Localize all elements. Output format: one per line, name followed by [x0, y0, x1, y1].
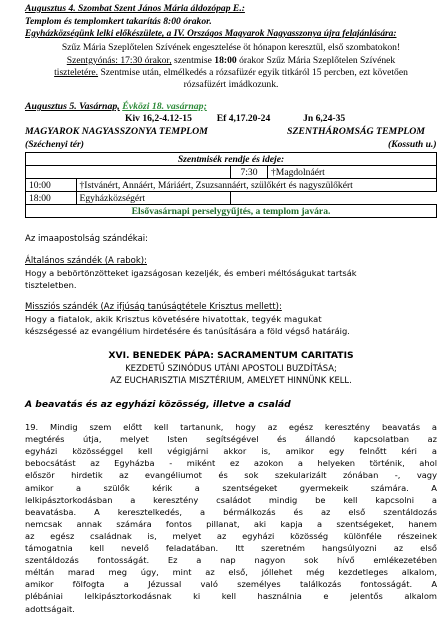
paragraph-line: egyházi közösséggel kell végigjárni akkor is, amikor egy felnőtt kéri a	[25, 446, 437, 457]
confession-text-b: órakor Szűz Mária Szeplőtelen Szívének	[236, 55, 396, 66]
saturday-heading: Augusztus 4. Szombat Szent János Mária áldozópap E.:	[25, 3, 245, 14]
sunday-date: Augusztus 5. Vasárnap,	[25, 101, 120, 112]
document-title: XVI. BENEDEK PÁPA: SACRAMENTUM CARITATIS	[108, 350, 354, 361]
paragraph-line: nemcsak annak számára fontos pillanat, aki kapja a szentségeket, hanem	[25, 518, 437, 529]
paragraph-line: méltán marad meg úgy, mint az első, jóllehet még kezdetleges alkalom,	[25, 567, 437, 578]
intention-cell: †Istvánért, Annáért, Máriáért, Zsuzsannáért, szülőkért és nagyszülőkért	[76, 179, 437, 192]
intention-cell: †Magdolnáért	[268, 166, 437, 179]
paragraph-line: beavatásba. A keresztelkedés, a bérmálkozás és az első szentáldozás	[25, 506, 437, 517]
document-subtitle-2: AZ EUCHARISZTIA MISZTÉRIUM, AMELYET HINNÜNK KELL.	[110, 375, 352, 385]
mission-intention-text-2: készségessé az evangélium hirdetésére és tanúsítására a föld végső határáig.	[25, 326, 350, 336]
church-1-name: MAGYAROK NAGYASSZONYA TEMPLOM	[25, 126, 208, 137]
section-heading: A beavatás és az egyházi közösség, illetve a család	[25, 399, 291, 410]
mission-intention-title: Missziós szándék (Az ifjúság tanúságtétele Krisztus mellett):	[25, 302, 282, 312]
time-cell: 7:30	[231, 166, 268, 179]
general-intention-text-2: tiszteletben.	[25, 280, 77, 290]
church-2-address: (Kossuth u.)	[388, 139, 437, 150]
table-row	[26, 179, 437, 192]
confession-text-a: szentmise	[171, 55, 215, 66]
confession-line-1	[25, 55, 437, 66]
time-cell: 18:00	[26, 192, 77, 205]
mass-schedule-table	[25, 152, 437, 218]
paragraph-line: megtérés útja, melyet Isten segítségével és állandó kapcsolatban az	[25, 434, 437, 445]
table-row	[26, 166, 437, 179]
mission-intention-text-1: Hogy a fiatalok, akik Krisztus követésére hivatottak, tegyék magukat	[25, 314, 322, 324]
confession-time: Szentgyónás: 17:30 órakor,	[66, 55, 172, 66]
retreat-notice: Egyházközségünk lelki előkészülete, a IV. Országos Magyarok Nagyasszonya újra felajánlására:	[25, 29, 397, 39]
paragraph-line: amikor fölfogta a Jézussal való személyes találkozás fontosságát. A	[25, 579, 437, 590]
confession-line-3: rózsafüzért imádkozunk.	[183, 79, 279, 90]
intention-cell: Egyházközségért	[76, 192, 231, 205]
prayer-intro: Az imaapostolság szándékai:	[25, 234, 149, 244]
left-time-cell	[26, 166, 77, 179]
paragraph-line: 19. Mindig szem előtt kell tartanunk, hogy az egész keresztény beavatás a	[25, 422, 437, 432]
confession-line-2	[25, 67, 437, 78]
left-text-cell	[76, 166, 231, 179]
reading-1: Kiv 16,2-4.12-15	[125, 113, 192, 124]
schedule-title: Szentmisék rendje és ideje:	[26, 153, 437, 166]
sunday-heading	[25, 101, 207, 112]
liturgical-week: Évközi 18. vasárnap;	[122, 101, 207, 112]
confession-honor: tiszteletére.	[54, 67, 99, 78]
paragraph-line: adottságait.	[25, 603, 75, 614]
collection-notice: Elsővasárnapi perselygyűjtés, a templom javára.	[26, 205, 437, 218]
paragraph-line: plébániai lelkipásztorkodásnak ki kell használnia e jelentős alkalom	[25, 591, 437, 602]
paragraph-line: támogatnia kell nevelő feladatában. Itt szeretném hangsúlyozni az első	[25, 543, 437, 553]
empty-cell	[231, 192, 437, 205]
readings	[125, 113, 345, 124]
paragraph-line: az egész családnak is, melyet az egyházi közösség különféle részeinek	[25, 530, 437, 541]
general-intention-text-1: Hogy a bebörtönzötteket igazságosan kezeljék, és emberi méltóságukat tartsák	[25, 268, 357, 278]
church-1-address: (Széchenyi tér)	[25, 139, 84, 150]
table-row	[26, 192, 437, 205]
paragraph-line: bebocsátást az Egyházba - miként ez azokon a helyeken történik, ahol	[25, 458, 437, 469]
paragraph-line: amikor a szülők kérik a szentségeket gyermekeik számára. A	[25, 482, 437, 493]
document-subtitle-1: KEZDETŰ SZINÓDUS UTÁNI APOSTOLI BUZDÍTÁSA;	[125, 363, 337, 373]
reading-2: Ef 4,17.20-24	[216, 113, 271, 124]
church-2-name: SZENTHÁROMSÁG TEMPLOM	[287, 126, 425, 137]
cleaning-notice: Templom és templomkert takarítás 8:00 órakor.	[25, 16, 212, 27]
retreat-detail: Szűz Mária Szeplőtelen Szívének engesztelése öt hónapon keresztül, első szombatokon!	[61, 42, 401, 53]
mass-time: 18:00	[214, 55, 237, 66]
reading-3: Jn 6,24-35	[303, 113, 346, 124]
general-intention-title: Általános szándék (A rabok):	[25, 256, 147, 266]
time-cell: 10:00	[26, 179, 77, 192]
paragraph-line: szentáldozás fontosságát. Ez a nap nagyon sok hívő emlékezetében	[25, 555, 437, 566]
paragraph-line: először hirdetik az evangéliumot és sok szekularizált zónában -, vagy	[25, 470, 437, 481]
paragraph-line: lelkipásztorkodásban a keresztény családot mindig be kell kapcsolni a	[25, 494, 437, 505]
confession-after: Szentmise után, elmélkedés a rózsafüzér egyik titkáról 15 percben, ezt követően	[98, 67, 408, 78]
